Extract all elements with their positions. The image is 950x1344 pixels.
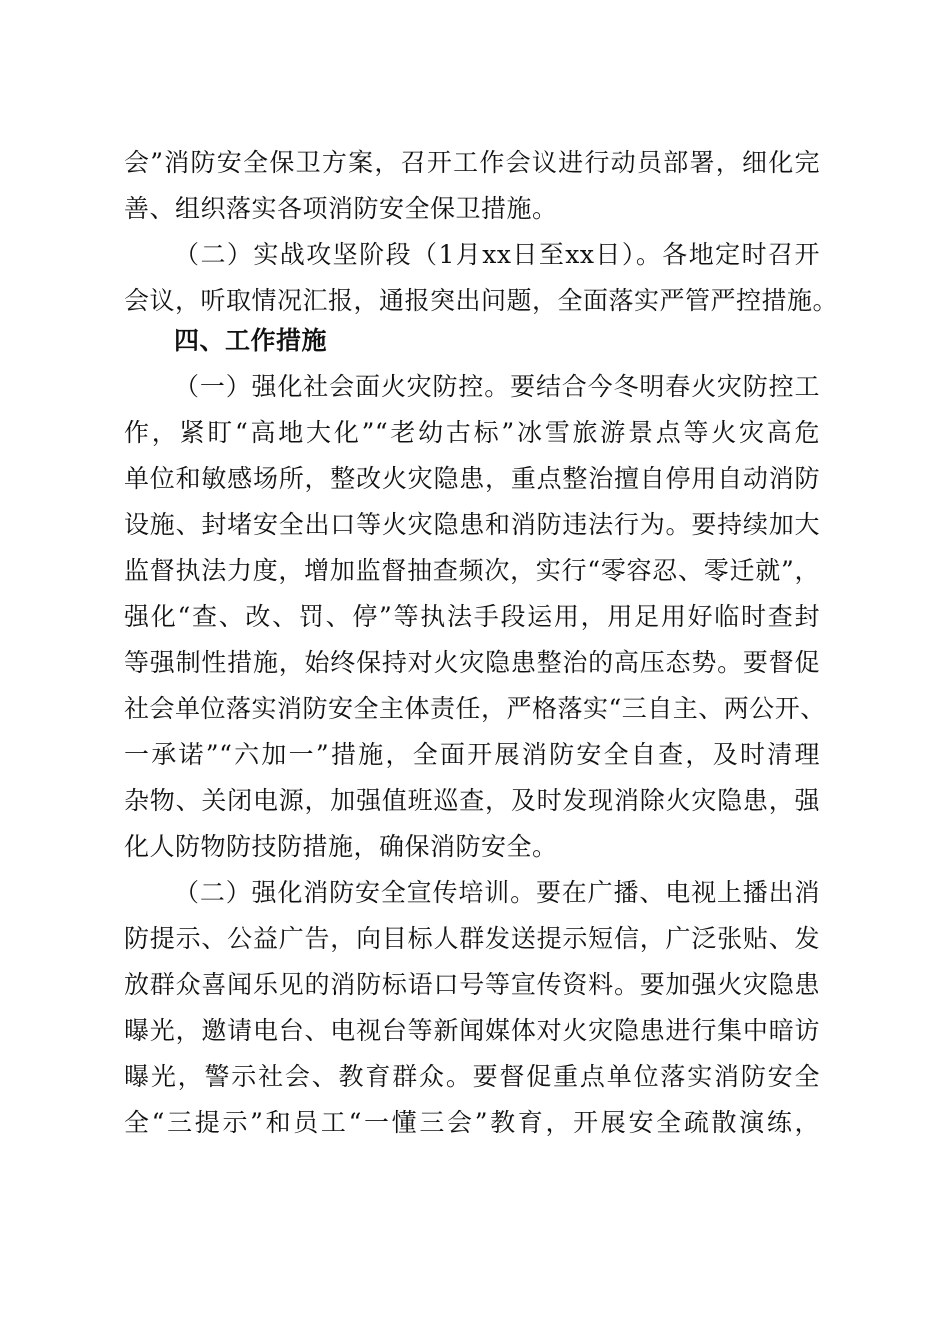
text-line: 曝光，邀请电台、电视台等新闻媒体对火灾隐患进行集中暗访 bbox=[124, 1016, 820, 1045]
section-heading: 四、工作措施 bbox=[174, 326, 328, 355]
text-line: 强化“查、改、罚、停”等执法手段运用，用足用好临时查封 bbox=[124, 602, 820, 631]
text-line: 曝光，警示社会、教育群众。要督促重点单位落实消防安全 bbox=[124, 1062, 820, 1091]
text-line: 监督执法力度，增加监督抽查频次，实行“零容忍、零迁就”， bbox=[124, 556, 820, 585]
text-line: 全“三提示”和员工“一懂三会”教育，开展安全疏散演练， bbox=[124, 1108, 820, 1137]
text-line: 设施、封堵安全出口等火灾隐患和消防违法行为。要持续加大 bbox=[124, 510, 820, 539]
text-line: （二）强化消防安全宣传培训。要在广播、电视上播出消 bbox=[174, 878, 820, 907]
text-line: 等强制性措施，始终保持对火灾隐患整治的高压态势。要督促 bbox=[124, 648, 820, 677]
text-line: 一承诺”“六加一”措施，全面开展消防安全自查，及时清理 bbox=[124, 740, 820, 769]
text-line: 单位和敏感场所，整改火灾隐患，重点整治擅自停用自动消防 bbox=[124, 464, 820, 493]
text-line: 防提示、公益广告，向目标人群发送提示短信，广泛张贴、发 bbox=[124, 924, 820, 953]
text-line: 杂物、关闭电源，加强值班巡查，及时发现消除火灾隐患，强 bbox=[124, 786, 820, 815]
text-line: 善、组织落实各项消防安全保卫措施。 bbox=[124, 194, 558, 223]
text-line: 社会单位落实消防安全主体责任，严格落实“三自主、两公开、 bbox=[124, 694, 826, 723]
text-line: 会”消防安全保卫方案，召开工作会议进行动员部署，细化完 bbox=[124, 148, 820, 177]
text-line: （一）强化社会面火灾防控。要结合今冬明春火灾防控工 bbox=[174, 372, 820, 401]
text-line: 会议，听取情况汇报，通报突出问题，全面落实严管严控措施。 bbox=[124, 286, 839, 315]
text-line: 放群众喜闻乐见的消防标语口号等宣传资料。要加强火灾隐患 bbox=[124, 970, 820, 999]
text-line: （二）实战攻坚阶段（1月xx日至xx日）。各地定时召开 bbox=[174, 240, 820, 269]
text-line: 化人防物防技防措施，确保消防安全。 bbox=[124, 832, 558, 861]
text-line: 作，紧盯“高地大化”“老幼古标”冰雪旅游景点等火灾高危 bbox=[124, 418, 820, 447]
